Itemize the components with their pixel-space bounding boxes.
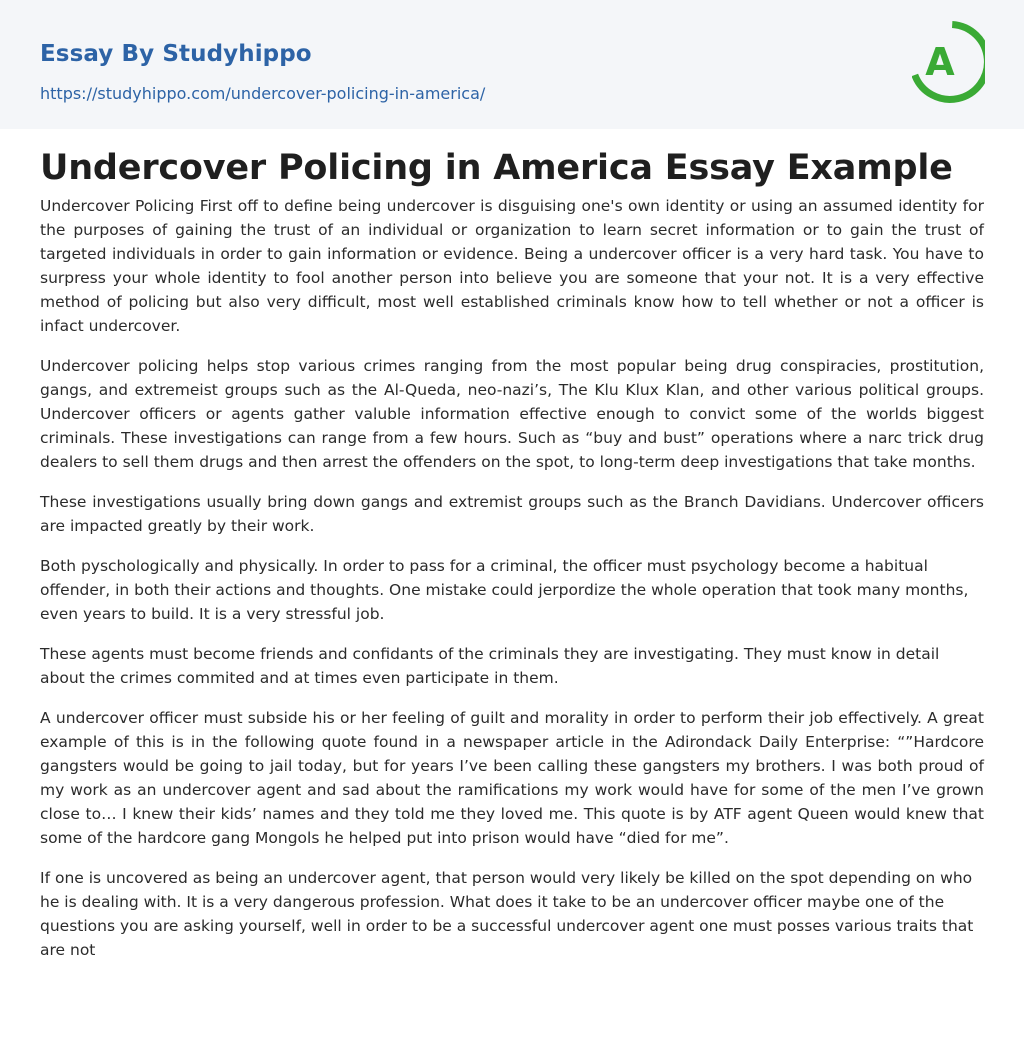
article-url-link[interactable]: https://studyhippo.com/undercover-policing-in-america/ xyxy=(40,84,486,103)
essay-paragraph: Both pyschologically and physically. In order to pass for a criminal, the officer must psychology become a habitual offender, in both their actions and thoughts. One mistake could jerpordize the whole operation that took many months, even years to build. It is a very stressful job. xyxy=(40,557,969,623)
essay-paragraph: A undercover officer must subside his or her feeling of guilt and morality in order to perform their job effectively. A great example of this is in the following quote found in a newspaper article in the Adirondack Daily Enterprise: “”Hardcore gangsters would be going to jail today, but for years I’ve been calling these gangsters my brothers. I was both proud of my work as an undercover agent and sad about the ramifications my work would have for some of the men I’ve grown close to… I knew their kids’ names and they told me they loved me. This quote is by ATF agent Queen would knew that some of the hardcore gang Mongols he helped put into prison would have “died for me”. xyxy=(40,709,984,847)
site-brand[interactable]: Essay By Studyhippo xyxy=(40,41,312,67)
essay-body xyxy=(40,194,984,978)
essay-paragraph: Undercover policing helps stop various crimes ranging from the most popular being drug conspiracies, prostitution, gangs, and extremeist groups such as the Al-Queda, neo-nazi’s, The Klu Klux Klan, and other various political groups. Undercover officers or agents gather valuble information effective enough to convict some of the worlds biggest criminals. These investigations can range from a few hours. Such as “buy and bust” operations where a narc trick drug dealers to sell them drugs and then arrest the offenders on the spot, to long-term deep investigations that take months. xyxy=(40,357,984,471)
essay-paragraph: These agents must become friends and confidants of the criminals they are investigating. They must know in detail about the crimes commited and at times even participate in them. xyxy=(40,645,940,687)
studyhippo-a-logo-icon[interactable] xyxy=(912,20,985,104)
essay-paragraph: If one is uncovered as being an undercover agent, that person would very likely be killed on the spot depending on who he is dealing with. It is a very dangerous profession. What does it take to be an undercover officer maybe one of the questions you are asking yourself, well in order to be a successful undercover agent one must posses various traits that are not xyxy=(40,869,974,959)
site-header xyxy=(0,0,1024,129)
page-title: Undercover Policing in America Essay Example xyxy=(40,148,953,188)
essay-paragraph: These investigations usually bring down gangs and extremist groups such as the Branch Davidians. Undercover officers are impacted greatly by their work. xyxy=(40,493,984,535)
essay-paragraph: Undercover Policing First off to define being undercover is disguising one's own identity or using an assumed identity for the purposes of gaining the trust of an individual or organization to learn secret information or to gain the trust of targeted individuals in order to gain information or evidence. Being a undercover officer is a very hard task. You have to surpress your whole identity to fool another person into believe you are someone that your not. It is a very effective method of policing but also very difficult, most well established criminals know how to tell whether or not a officer is infact undercover. xyxy=(40,197,984,335)
logo-letter: A xyxy=(925,40,955,84)
